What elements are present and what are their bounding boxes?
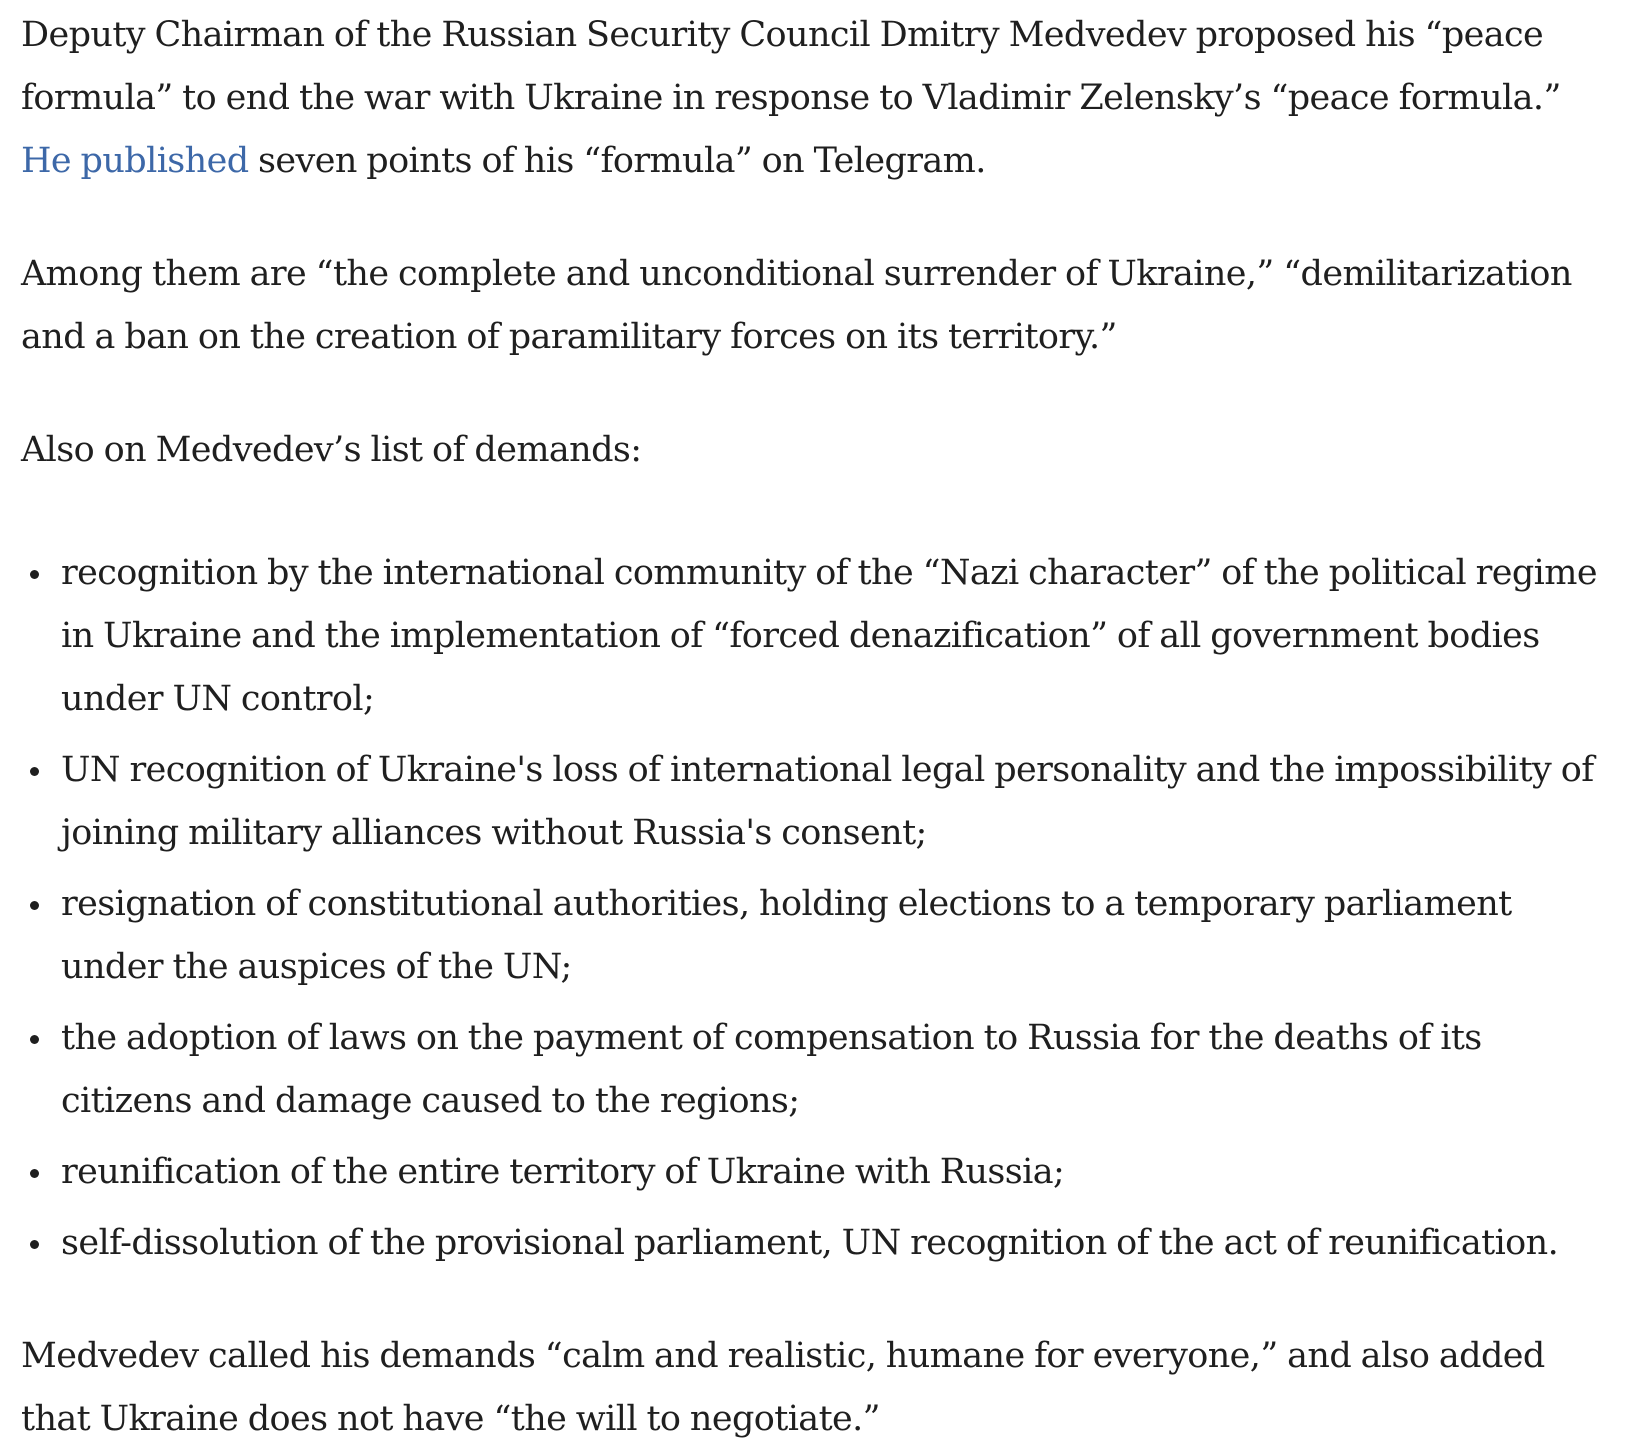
also-paragraph: Also on Medvedev’s list of demands:: [21, 430, 642, 470]
list-item-text: self-dissolution of the provisional parliament, UN recognition of the act of reunification.: [61, 1223, 1559, 1263]
intro-text: Deputy Chairman of the Russian Security Council Dmitry Medvedev proposed his “peace formula” to end the war with Ukraine in response to Vladimir Zelensky’s “peace formula.”: [21, 15, 1561, 118]
intro-text-continued: seven points of his “formula” on Telegram.: [248, 141, 986, 181]
bullet-icon: [30, 1035, 39, 1044]
bullet-icon: [30, 1169, 39, 1178]
list-item: [21, 542, 1620, 731]
bullet-icon: [30, 570, 39, 579]
among-paragraph: Among them are “the complete and unconditional surrender of Ukraine,” “demilitarization and a ban on the creation of paramilitary forces on its territory.”: [21, 254, 1572, 357]
list-item-text: the adoption of laws on the payment of compensation to Russia for the deaths of its citizens and damage caused to the regions;: [61, 1018, 1482, 1121]
list-item-text: reunification of the entire territory of Ukraine with Russia;: [61, 1152, 1065, 1192]
list-item: [21, 1212, 1620, 1275]
list-item: [21, 739, 1620, 865]
intro-paragraph: [21, 4, 1620, 193]
list-item-text: resignation of constitutional authorities, holding elections to a temporary parliament under the auspices of the UN;: [61, 884, 1512, 987]
closing-paragraph: Medvedev called his demands “calm and realistic, humane for everyone,” and also added that Ukraine does not have “the will to negotiate.”: [21, 1336, 1545, 1439]
list-item-text: recognition by the international community of the “Nazi character” of the political regime in Ukraine and the implementation of “forced denazification” of all government bodies under UN control;: [61, 553, 1597, 719]
list-item: [21, 1007, 1620, 1133]
list-item: [21, 1141, 1620, 1204]
bullet-icon: [30, 901, 39, 910]
list-item-text: UN recognition of Ukraine's loss of international legal personality and the impossibility of joining military alliances without Russia's consent;: [61, 750, 1594, 853]
list-item: [21, 873, 1620, 999]
bullet-icon: [30, 767, 39, 776]
published-link[interactable]: He published: [21, 141, 249, 181]
bullet-icon: [30, 1240, 39, 1249]
demands-list: [21, 532, 1620, 1275]
